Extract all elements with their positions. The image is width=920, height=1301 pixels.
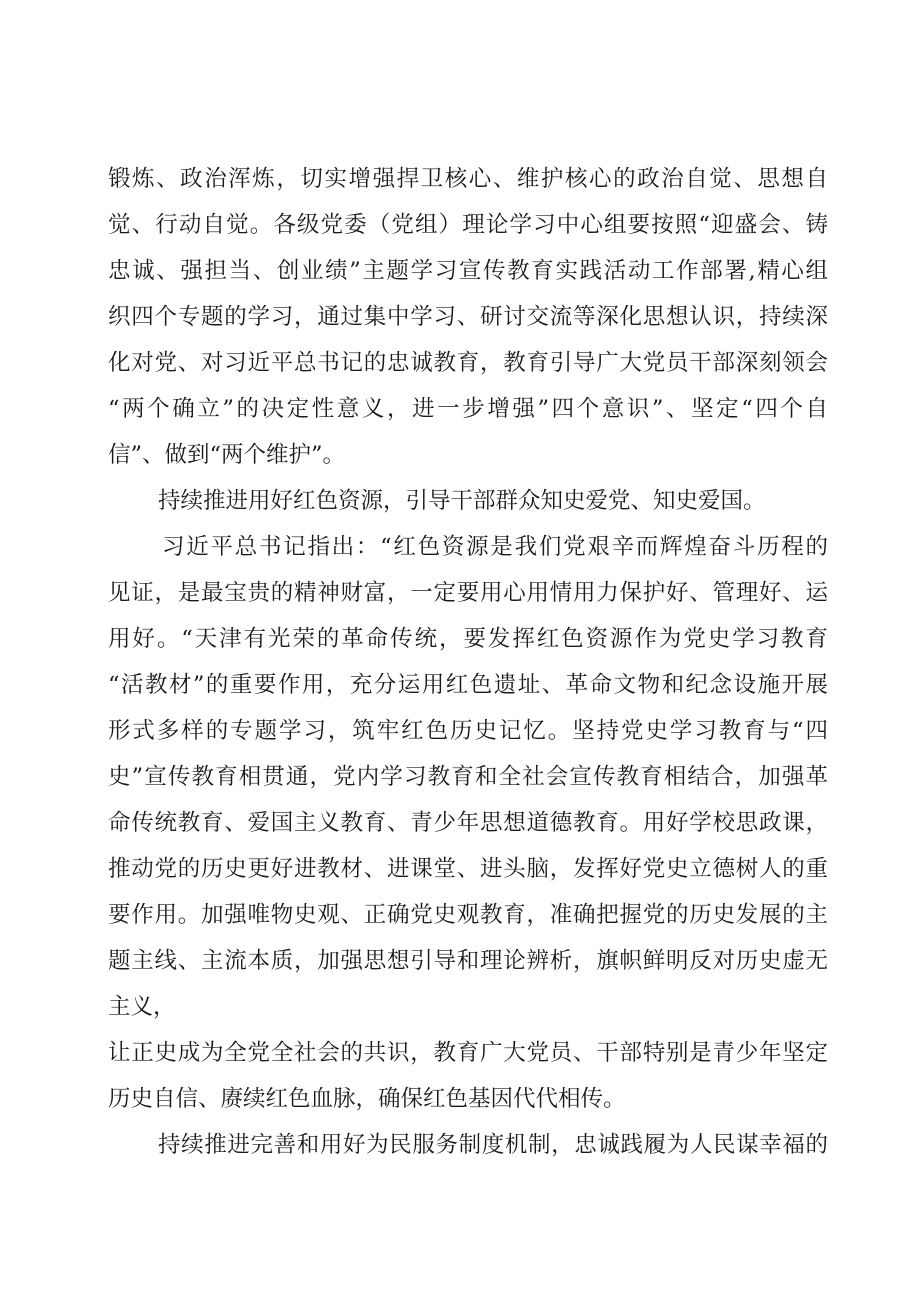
text-line: 用好。“天津有光荣的革命传统，要发挥红色资源作为党史学习教育 bbox=[108, 626, 828, 652]
text-line: 觉、行动自觉。各级党委（党组）理论学习中心组要按照“迎盛会、铸 bbox=[108, 212, 828, 238]
text-line: 见证，是最宝贵的精神财富，一定要用心用情用力保护好、管理好、运 bbox=[108, 580, 828, 606]
text-line: “两个确立”的决定性意义，进一步增强”四个意识”、坚定“四个自 bbox=[108, 396, 828, 422]
text-line: “活教材”的重要作用，充分运用红色遗址、革命文物和纪念设施开展 bbox=[108, 672, 828, 698]
text-line: 织四个专题的学习，通过集中学习、研讨交流等深化思想认识，持续深 bbox=[108, 304, 828, 330]
text-line: 形式多样的专题学习，筑牢红色历史记忆。坚持党史学习教育与“四 bbox=[108, 718, 828, 744]
text-line: 推动党的历史更好进教材、进课堂、进头脑，发挥好党史立德树人的重 bbox=[108, 856, 828, 882]
text-line: 习近平总书记指出：“红色资源是我们党艰辛而辉煌奋斗历程的 bbox=[162, 534, 828, 560]
text-line: 信”、做到“两个维护”。 bbox=[108, 442, 346, 468]
text-line: 史”宣传教育相贯通，党内学习教育和全社会宣传教育相结合，加强革 bbox=[108, 764, 828, 790]
text-line: 锻炼、政治浑炼，切实增强捍卫核心、维护核心的政治自觉、思想自 bbox=[108, 166, 828, 192]
text-line: 化对党、对习近平总书记的忠诚教育，教育引导广大党员干部深刻领会 bbox=[108, 350, 828, 376]
text-line: 忠诚、强担当、创业绩”主题学习宣传教育实践活动工作部署,精心组 bbox=[108, 258, 828, 284]
text-line: 要作用。加强唯物史观、正确党史观教育，准确把握党的历史发展的主 bbox=[108, 902, 828, 928]
text-line: 命传统教育、爱国主义教育、青少年思想道德教育。用好学校思政课， bbox=[108, 810, 828, 836]
text-line: 历史自信、赓续红色血脉，确保红色基因代代相传。 bbox=[108, 1086, 626, 1112]
paragraph-heading: 持续推进用好红色资源，引导干部群众知史爱党、知史爱国。 bbox=[158, 488, 766, 514]
text-line: 主义， bbox=[108, 994, 176, 1020]
document-body bbox=[108, 156, 828, 1168]
text-line: 让正史成为全党全社会的共识，教育广大党员、干部特别是青少年坚定 bbox=[108, 1040, 828, 1066]
text-line: 题主线、主流本质，加强思想引导和理论辨析，旗帜鲜明反对历史虚无 bbox=[108, 948, 828, 974]
paragraph-heading: 持续推进完善和用好为民服务制度机制，忠诚践履为人民谋幸福的 bbox=[158, 1132, 828, 1158]
